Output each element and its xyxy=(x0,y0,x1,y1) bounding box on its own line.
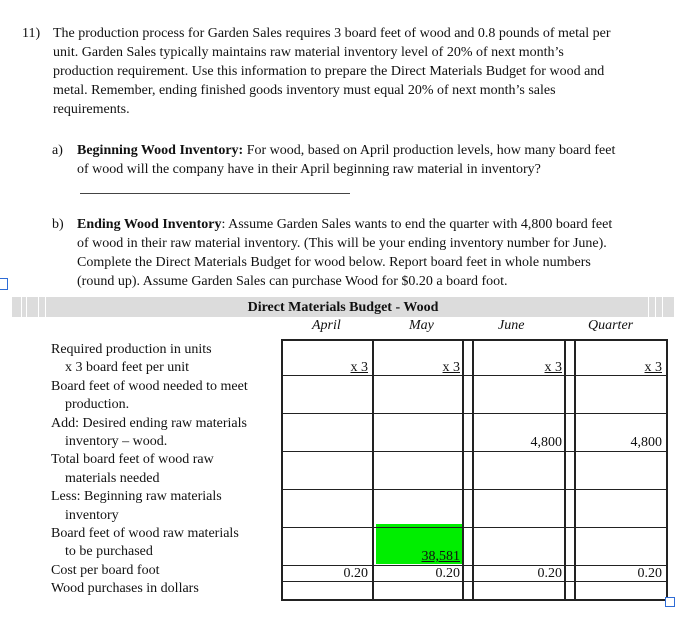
part-a-letter: a) xyxy=(52,143,63,158)
row-label: production. xyxy=(65,397,130,413)
question-line: requirements. xyxy=(53,102,130,117)
cell-ending-quarter[interactable]: 4,800 xyxy=(630,435,662,450)
row-label: Board feet of wood needed to meet xyxy=(51,378,248,394)
row-divider xyxy=(283,527,666,528)
row-divider xyxy=(283,451,666,452)
row-label: to be purchased xyxy=(65,544,153,560)
part-a-line1-rest: For wood, based on April production levels, how many board feet xyxy=(243,143,616,158)
column-header-quarter: Quarter xyxy=(588,318,634,333)
column-divider xyxy=(564,341,566,599)
row-label: x 3 board feet per unit xyxy=(65,360,190,376)
part-b-line: (round up). Assume Garden Sales can purchase Wood for $0.20 a board foot. xyxy=(77,274,508,289)
cell-multiplier-may: x 3 xyxy=(442,360,460,375)
row-label: Add: Desired ending raw materials xyxy=(51,415,247,431)
part-a-line: of wood will the company have in their April beginning raw material in inventory? xyxy=(77,162,541,177)
row-label: Wood purchases in dollars xyxy=(51,581,199,597)
cell-ending-june[interactable]: 4,800 xyxy=(530,435,562,450)
cell-cost-april: 0.20 xyxy=(343,566,368,581)
question-line: metal. Remember, ending finished goods inventory must equal 20% of next month’s sales xyxy=(53,83,556,98)
question-line: production requirement. Use this information to prepare the Direct Materials Budget for wood and xyxy=(53,64,605,79)
column-divider xyxy=(372,341,374,599)
column-divider xyxy=(574,341,576,599)
cell-multiplier-april: x 3 xyxy=(350,360,368,375)
part-b-line: Complete the Direct Materials Budget for wood below. Report board feet in whole numbers xyxy=(77,255,591,270)
part-b-text xyxy=(77,215,677,291)
cell-cost-may: 0.20 xyxy=(435,566,460,581)
cell-multiplier-june: x 3 xyxy=(544,360,562,375)
row-label: inventory – wood. xyxy=(65,434,168,450)
column-divider xyxy=(472,341,474,599)
budget-grid xyxy=(281,339,668,601)
row-label: Required production in units xyxy=(51,342,212,357)
part-a-heading: Beginning Wood Inventory: xyxy=(77,143,244,158)
column-header-april: April xyxy=(312,318,341,333)
cell-cost-quarter: 0.20 xyxy=(637,566,662,581)
row-label: inventory xyxy=(65,507,119,523)
row-label: Less: Beginning raw materials xyxy=(51,489,222,505)
row-label: Total board feet of wood raw xyxy=(51,452,214,468)
column-header-may: May xyxy=(409,318,434,333)
row-divider xyxy=(283,413,666,414)
question-text xyxy=(53,24,683,119)
cell-purchase-may[interactable]: 38,581 xyxy=(421,549,460,564)
part-b-letter: b) xyxy=(52,217,64,232)
row-divider xyxy=(283,489,666,490)
row-labels xyxy=(51,341,281,599)
answer-blank-line[interactable] xyxy=(80,193,350,194)
budget-title: Direct Materials Budget - Wood xyxy=(247,300,439,315)
question-line: The production process for Garden Sales requires 3 board feet of wood and 0.8 pounds of metal per xyxy=(53,26,611,41)
resize-handle[interactable] xyxy=(665,597,675,607)
left-edge-marker xyxy=(0,278,8,290)
column-header-june: June xyxy=(498,318,525,333)
part-b-line xyxy=(77,215,677,234)
cell-multiplier-quarter: x 3 xyxy=(644,360,662,375)
row-label: Cost per board foot xyxy=(51,562,160,578)
part-b-heading: Ending Wood Inventory xyxy=(77,217,222,232)
row-label: Board feet of wood raw materials xyxy=(51,526,239,542)
part-a-text xyxy=(77,141,677,179)
question-line: unit. Garden Sales typically maintains raw material inventory level of 20% of next month’s xyxy=(53,45,564,60)
row-label: materials needed xyxy=(65,470,160,486)
part-b-line1-rest: : Assume Garden Sales wants to end the quarter with 4,800 board feet xyxy=(221,217,613,232)
part-a-line xyxy=(77,141,677,160)
column-divider xyxy=(462,341,464,599)
part-b-line: of wood in their raw material inventory. (This will be your ending inventory number for June). xyxy=(77,236,607,251)
question-number: 11) xyxy=(22,26,41,41)
cell-cost-june: 0.20 xyxy=(537,566,562,581)
